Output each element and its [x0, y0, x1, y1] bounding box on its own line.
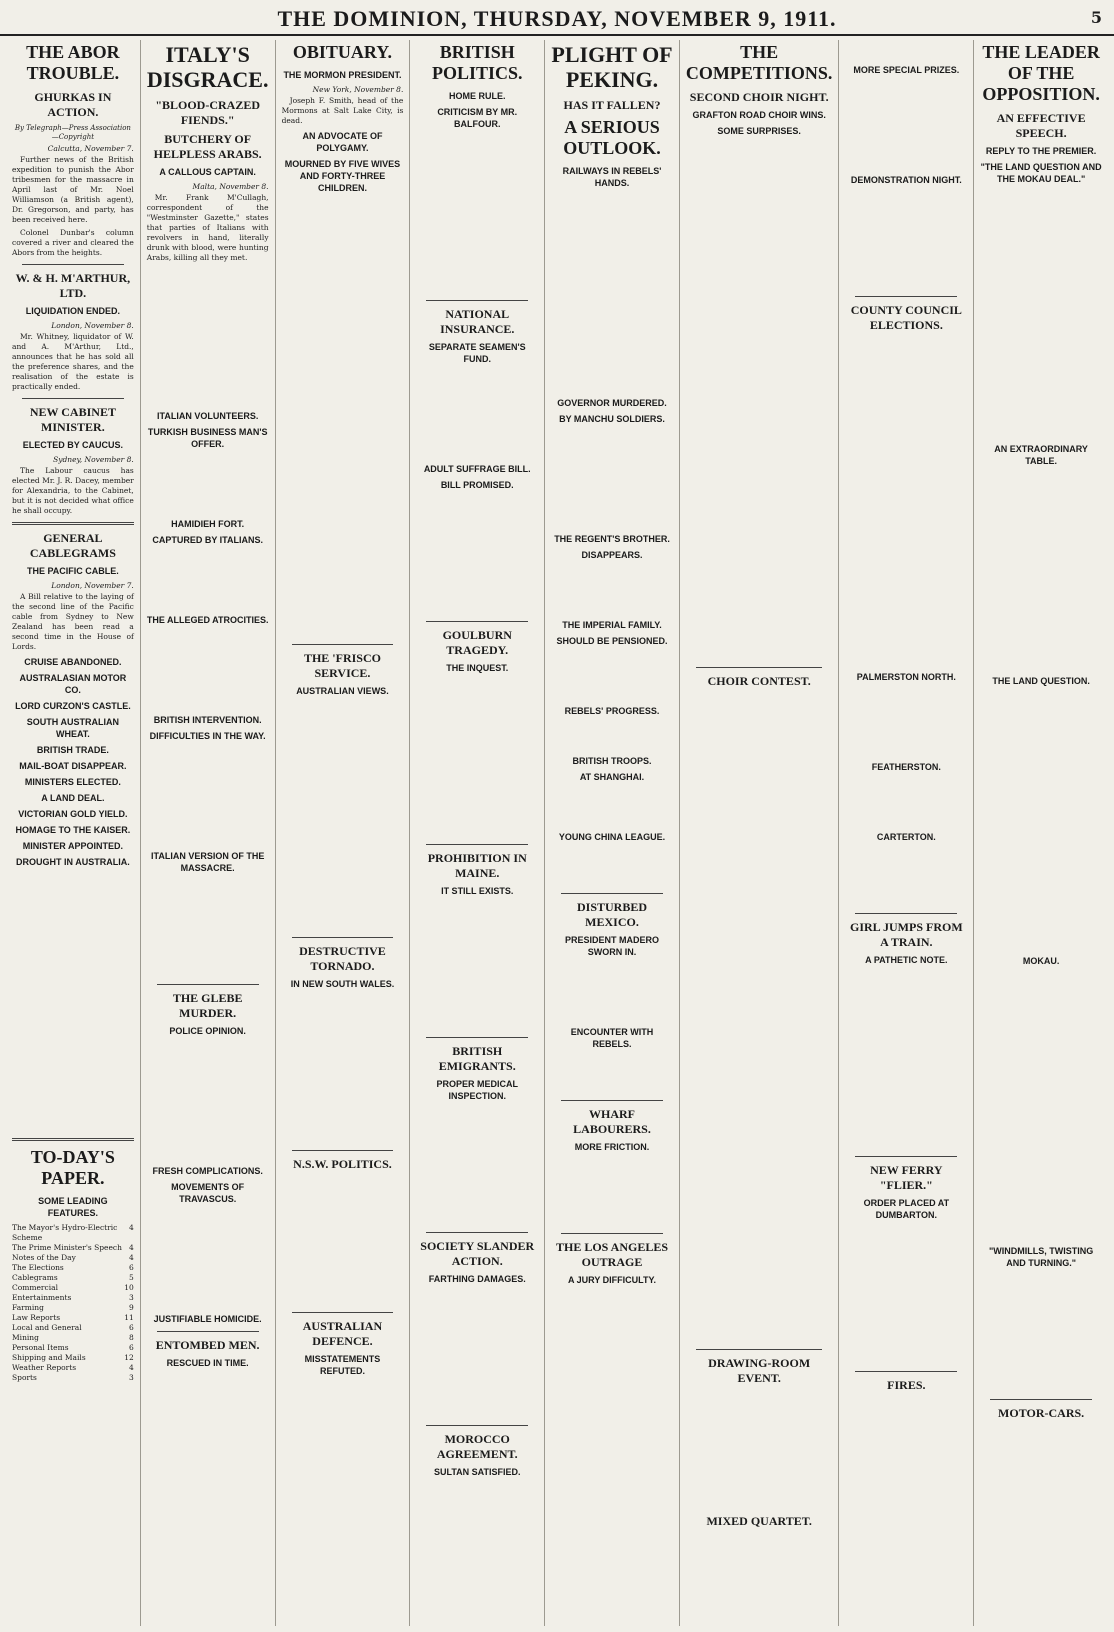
subhead: MORE FRICTION. — [574, 1142, 650, 1152]
headline-opposition: THE LEADER OF THE OPPOSITION. — [982, 42, 1100, 104]
columns — [6, 40, 1108, 1626]
contents-label: The Elections — [12, 1263, 64, 1272]
subhead: LORD CURZON'S CASTLE. — [15, 701, 131, 711]
headline-frisco: THE 'FRISCO SERVICE. — [303, 651, 381, 680]
subhead: THE IMPERIAL FAMILY. — [562, 620, 662, 630]
subhead: ITALIAN VOLUNTEERS. — [157, 411, 259, 421]
masthead — [0, 0, 1114, 36]
subhead: FEATHERSTON. — [871, 762, 941, 772]
contents-row — [12, 1293, 134, 1303]
contents-label: Shipping and Mails — [12, 1353, 86, 1362]
headline-maine: PROHIBITION IN MAINE. — [427, 851, 527, 880]
headline-goulburn: GOULBURN TRAGEDY. — [442, 628, 512, 657]
subhead-ghurkas: GHURKAS IN ACTION. — [34, 90, 112, 119]
contents-label: Sports — [12, 1373, 37, 1382]
contents-label: Commercial — [12, 1283, 58, 1292]
divider — [22, 264, 124, 265]
headline-choir-contest: CHOIR CONTEST. — [707, 674, 811, 688]
subhead: SOUTH AUSTRALIAN WHEAT. — [26, 717, 119, 739]
article-paragraph: Further news of the British expedition to punish the Abor tribesmen for the massacre in April last of Mr. Noel Williamson (a British agent), Dr. Gregorson, and party, has been received here. — [12, 155, 134, 224]
headline-county-council: COUNTY COUNCIL ELECTIONS. — [850, 303, 962, 332]
subhead: A CALLOUS CAPTAIN. — [159, 167, 256, 177]
article-paragraph: A Bill relative to the laying of the second line of the Pacific cable from Sydney to New Zealand has been read a second time in the House of Lords. — [12, 592, 134, 651]
subhead: MINISTERS ELECTED. — [24, 777, 121, 787]
headline-emigrants: BRITISH EMIGRANTS. — [438, 1044, 516, 1073]
subhead: DIFFICULTIES IN THE WAY. — [149, 731, 266, 741]
divider — [22, 398, 124, 399]
headline-mixed-quartet: MIXED QUARTET. — [706, 1514, 812, 1528]
subhead: BRITISH INTERVENTION. — [153, 715, 262, 725]
subhead-liquidation: LIQUIDATION ENDED. — [25, 306, 121, 316]
column-5 — [545, 40, 680, 1626]
contents-label: Local and General — [12, 1323, 82, 1332]
subhead: PALMERSTON NORTH. — [856, 672, 956, 682]
newspaper-title: THE DOMINION, THURSDAY, NOVEMBER 9, 1911. — [277, 6, 837, 31]
subhead: MOVEMENTS OF TRAVASCUS. — [171, 1182, 245, 1204]
contents-page: 8 — [129, 1333, 134, 1342]
contents-label: Personal Items — [12, 1343, 69, 1352]
subhead: GRAFTON ROAD CHOIR WINS. — [692, 110, 826, 120]
contents-page: 5 — [129, 1273, 134, 1282]
subhead: THE MORMON PRESIDENT. — [283, 70, 402, 80]
subhead: AN EXTRAORDINARY TABLE. — [994, 444, 1088, 466]
headline-peking: PLIGHT OF PEKING. — [551, 42, 673, 92]
headline-british-politics: BRITISH POLITICS. — [431, 42, 523, 83]
contents-page: 6 — [129, 1263, 134, 1272]
subhead: BILL PROMISED. — [440, 480, 514, 490]
contents-label: Weather Reports — [12, 1363, 77, 1372]
dateline: Sydney, November 8. — [53, 455, 134, 464]
subhead: AN ADVOCATE OF POLYGAMY. — [302, 131, 383, 153]
subhead: HAMIDIEH FORT. — [171, 519, 245, 529]
divider — [12, 522, 134, 525]
subhead: MAIL-BOAT DISAPPEAR. — [19, 761, 127, 771]
subhead: A PATHETIC NOTE. — [865, 955, 948, 965]
divider — [12, 1138, 134, 1141]
contents-row — [12, 1253, 134, 1263]
headline-insurance: NATIONAL INSURANCE. — [440, 307, 515, 336]
divider — [157, 1331, 259, 1332]
byline: By Telegraph—Press Association—Copyright — [14, 124, 131, 141]
divider — [990, 1399, 1092, 1400]
subhead: TURKISH BUSINESS MAN'S OFFER. — [147, 427, 268, 449]
dateline: Malta, November 8. — [192, 182, 269, 191]
subhead: SEPARATE SEAMEN'S FUND. — [428, 342, 526, 364]
subhead: THE REGENT'S BROTHER. — [554, 534, 670, 544]
divider — [426, 1037, 528, 1038]
subhead: RESCUED IN TIME. — [166, 1358, 249, 1368]
headline-slander: SOCIETY SLANDER ACTION. — [420, 1239, 535, 1268]
headline-defence: AUSTRALIAN DEFENCE. — [302, 1319, 383, 1348]
subhead: THE LAND QUESTION. — [992, 676, 1090, 686]
dateline: Calcutta, November 7. — [47, 144, 134, 153]
subhead: ENCOUNTER WITH REBELS. — [570, 1027, 654, 1049]
subhead: IN NEW SOUTH WALES. — [290, 979, 395, 989]
dateline: London, November 7. — [51, 581, 134, 590]
contents-list — [12, 1223, 134, 1383]
divider — [696, 667, 823, 668]
subhead: JUSTIFIABLE HOMICIDE. — [153, 1314, 262, 1324]
subhead: MOURNED BY FIVE WIVES AND FORTY-THREE CHILDREN. — [284, 159, 401, 193]
headline-abor: THE ABOR TROUBLE. — [26, 42, 120, 83]
subhead: DROUGHT IN AUSTRALIA. — [16, 857, 130, 867]
subhead: HOMAGE TO THE KAISER. — [15, 825, 131, 835]
column-1 — [6, 40, 141, 1626]
divider — [426, 300, 528, 301]
divider — [561, 893, 663, 894]
headline-mexico: DISTURBED MEXICO. — [577, 900, 648, 929]
subhead: A LAND DEAL. — [41, 793, 105, 803]
subhead: "THE LAND QUESTION AND THE MOKAU DEAL." — [980, 162, 1102, 184]
headline-glebe: THE GLEBE MURDER. — [172, 991, 243, 1020]
headline-competitions: THE COMPETITIONS. — [685, 42, 833, 83]
subhead: PROPER MEDICAL INSPECTION. — [436, 1079, 518, 1101]
headline-obituary: OBITUARY. — [292, 42, 393, 62]
subhead-outlook: A SERIOUS OUTLOOK. — [563, 117, 661, 158]
headline-todays-paper: TO-DAY'S PAPER. — [30, 1147, 115, 1188]
contents-page: 4 — [129, 1363, 134, 1372]
subhead: BRITISH TRADE. — [36, 745, 109, 755]
subhead: AN EFFECTIVE SPEECH. — [996, 111, 1086, 140]
subhead: DISAPPEARS. — [581, 550, 643, 560]
subhead: AUSTRALASIAN MOTOR CO. — [19, 673, 127, 695]
subhead: FARTHING DAMAGES. — [428, 1274, 526, 1284]
contents-row — [12, 1273, 134, 1283]
subhead: AT SHANGHAI. — [579, 772, 645, 782]
article-paragraph: Colonel Dunbar's column covered a river and cleared the Abors from the heights. — [12, 228, 134, 257]
divider — [696, 1349, 823, 1350]
divider — [855, 913, 957, 914]
contents-page: 4 — [129, 1243, 134, 1252]
contents-row — [12, 1223, 134, 1243]
subhead: CARTERTON. — [876, 832, 936, 842]
divider — [292, 644, 394, 645]
headline-nsw-politics: N.S.W. POLITICS. — [293, 1157, 392, 1171]
article-paragraph: Mr. Whitney, liquidator of W. and A. M'Arthur, Ltd., announces that he has sold all the preference shares, and the realisation of the estate is practically ended. — [12, 332, 134, 391]
subhead: THE ALLEGED ATROCITIES. — [146, 615, 269, 625]
subhead: DEMONSTRATION NIGHT. — [850, 175, 962, 185]
dateline: New York, November 8. — [312, 85, 404, 94]
contents-page: 3 — [129, 1293, 134, 1302]
subhead: SOME SURPRISES. — [717, 126, 801, 136]
contents-page: 10 — [124, 1283, 134, 1292]
column-4 — [410, 40, 545, 1626]
headline-ferry: NEW FERRY "FLIER." — [870, 1163, 943, 1192]
subhead: REBELS' PROGRESS. — [564, 706, 660, 716]
contents-label: Cablegrams — [12, 1273, 58, 1282]
contents-row — [12, 1363, 134, 1373]
subhead: ITALIAN VERSION OF THE MASSACRE. — [151, 851, 265, 873]
headline-fires: FIRES. — [887, 1378, 926, 1392]
contents-page: 6 — [129, 1323, 134, 1332]
divider — [561, 1100, 663, 1101]
subhead: CRITICISM BY MR. BALFOUR. — [437, 107, 518, 129]
divider — [855, 1371, 957, 1372]
subhead-butchery: BUTCHERY OF HELPLESS ARABS. — [153, 132, 262, 161]
divider — [855, 296, 957, 297]
subhead: BY MANCHU SOLDIERS. — [559, 414, 665, 424]
quote-blood-crazed: "BLOOD-CRAZED FIENDS." — [155, 98, 260, 127]
dateline: London, November 8. — [51, 321, 134, 330]
subhead: SHOULD BE PENSIONED. — [556, 636, 668, 646]
contents-label: Farming — [12, 1303, 44, 1312]
headline-cablegrams: GENERAL CABLEGRAMS — [29, 531, 116, 560]
page-number: 5 — [1090, 8, 1102, 27]
contents-page: 11 — [124, 1313, 134, 1322]
article-paragraph: Joseph F. Smith, head of the Mormons at Salt Lake City, is dead. — [281, 96, 404, 125]
contents-page: 4 — [129, 1223, 134, 1232]
contents-page: 3 — [129, 1373, 134, 1382]
contents-label: The Mayor's Hydro-Electric Scheme — [12, 1223, 118, 1242]
column-3 — [276, 40, 411, 1626]
contents-page: 12 — [124, 1353, 134, 1362]
subhead: "WINDMILLS, TWISTING AND TURNING." — [988, 1246, 1094, 1268]
subhead: CRUISE ABANDONED. — [24, 657, 122, 667]
subhead: AUSTRALIAN VIEWS. — [296, 686, 389, 696]
divider — [426, 844, 528, 845]
subhead: SECOND CHOIR NIGHT. — [689, 90, 829, 104]
headline-girl-train: GIRL JUMPS FROM A TRAIN. — [849, 920, 963, 949]
subhead: MOKAU. — [1022, 956, 1060, 966]
divider — [855, 1156, 957, 1157]
contents-row — [12, 1373, 134, 1383]
column-2 — [141, 40, 276, 1626]
headline-tornado: DESTRUCTIVE TORNADO. — [299, 944, 386, 973]
contents-page: 4 — [129, 1253, 134, 1262]
subhead: A JURY DIFFICULTY. — [568, 1275, 657, 1285]
subhead: FRESH COMPLICATIONS. — [152, 1166, 263, 1176]
subhead-leading-features: SOME LEADING FEATURES. — [38, 1196, 108, 1218]
subhead: BRITISH TROOPS. — [572, 756, 652, 766]
subhead: HOME RULE. — [448, 91, 506, 101]
contents-page: 9 — [129, 1303, 134, 1312]
headline-wharf: WHARF LABOURERS. — [573, 1107, 651, 1136]
subhead: YOUNG CHINA LEAGUE. — [558, 832, 666, 842]
headline-motor-cars: MOTOR-CARS. — [998, 1406, 1085, 1420]
headline-morocco: MOROCCO AGREEMENT. — [436, 1432, 518, 1461]
contents-row — [12, 1243, 134, 1253]
subhead: REPLY TO THE PREMIER. — [985, 146, 1097, 156]
contents-label: Law Reports — [12, 1313, 61, 1322]
contents-label: Entertainments — [12, 1293, 72, 1302]
column-6 — [680, 40, 840, 1626]
divider — [157, 984, 259, 985]
contents-row — [12, 1333, 134, 1343]
headline-cabinet: NEW CABINET MINISTER. — [29, 405, 116, 434]
subhead: ADULT SUFFRAGE BILL. — [423, 464, 531, 474]
headline-drawing-room: DRAWING-ROOM EVENT. — [708, 1356, 811, 1385]
subhead: THE INQUEST. — [446, 663, 509, 673]
subhead: MISSTATEMENTS REFUTED. — [304, 1354, 381, 1376]
headline-italy: ITALY'S DISGRACE. — [146, 42, 269, 92]
contents-label: Notes of the Day — [12, 1253, 76, 1262]
subhead: PRESIDENT MADERO SWORN IN. — [565, 935, 660, 957]
subhead: MORE SPECIAL PRIZES. — [853, 65, 960, 75]
contents-row — [12, 1353, 134, 1363]
contents-row — [12, 1263, 134, 1273]
contents-page: 6 — [129, 1343, 134, 1352]
divider — [426, 1425, 528, 1426]
subhead: IT STILL EXISTS. — [441, 886, 514, 896]
subhead: POLICE OPINION. — [169, 1026, 246, 1036]
subhead-fallen: HAS IT FALLEN? — [563, 98, 661, 112]
divider — [292, 937, 394, 938]
divider — [426, 1232, 528, 1233]
subhead: CAPTURED BY ITALIANS. — [152, 535, 263, 545]
subhead: VICTORIAN GOLD YIELD. — [18, 809, 128, 819]
subhead: RAILWAYS IN REBELS' HANDS. — [562, 166, 662, 188]
divider — [292, 1150, 394, 1151]
contents-row — [12, 1323, 134, 1333]
article-paragraph: Mr. Frank M'Cullagh, correspondent of the "Westminster Gazette," states that parties of Italians with revolvers in hand, literally drunk with blood, were hunting Arabs, killing all they met. — [146, 193, 269, 262]
headline-entombed: ENTOMBED MEN. — [155, 1338, 260, 1352]
column-8 — [974, 40, 1108, 1626]
headline-mcarthur: W. & H. M'ARTHUR, LTD. — [15, 271, 131, 300]
contents-row — [12, 1283, 134, 1293]
divider — [561, 1233, 663, 1234]
contents-row — [12, 1313, 134, 1323]
subhead: MINISTER APPOINTED. — [22, 841, 123, 851]
subhead-pacific-cable: THE PACIFIC CABLE. — [26, 566, 119, 576]
divider — [426, 621, 528, 622]
contents-label: The Prime Minister's Speech — [12, 1243, 122, 1252]
contents-row — [12, 1303, 134, 1313]
subhead: SULTAN SATISFIED. — [433, 1467, 521, 1477]
article-paragraph: The Labour caucus has elected Mr. J. R. Dacey, member for Alexandria, to the Cabinet, but it is not decided what office he shall occupy. — [12, 466, 134, 515]
subhead: ORDER PLACED AT DUMBARTON. — [863, 1198, 950, 1220]
column-7 — [839, 40, 974, 1626]
subhead-caucus: ELECTED BY CAUCUS. — [22, 440, 124, 450]
contents-label: Mining — [12, 1333, 39, 1342]
divider — [292, 1312, 394, 1313]
headline-los-angeles: THE LOS ANGELES OUTRAGE — [555, 1240, 669, 1269]
subhead: GOVERNOR MURDERED. — [557, 398, 667, 408]
contents-row — [12, 1343, 134, 1353]
